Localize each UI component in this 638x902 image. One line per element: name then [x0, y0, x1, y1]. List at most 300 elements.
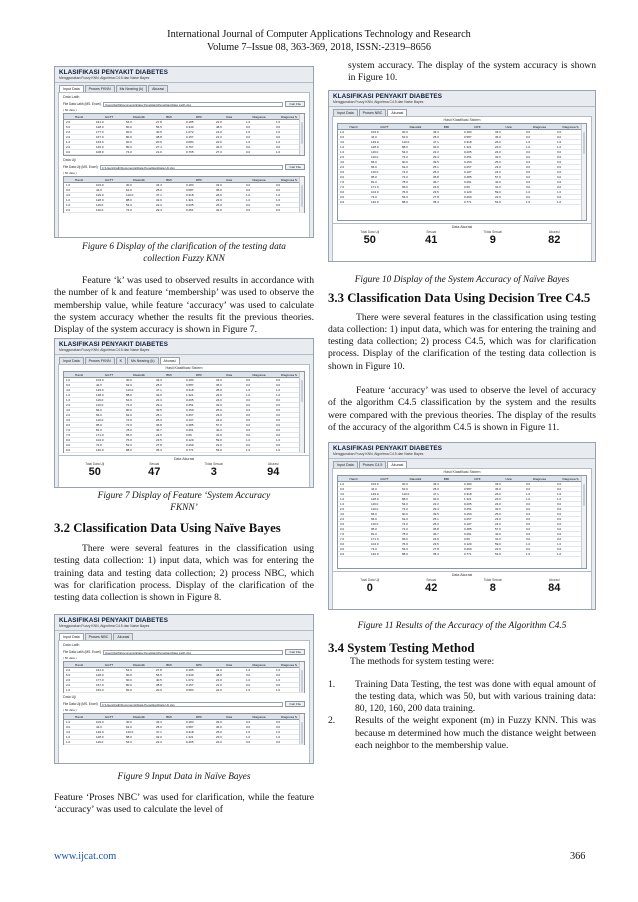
column-header[interactable]: Hamil — [75, 373, 83, 378]
table-cell: 0.0 — [276, 433, 281, 438]
column-header[interactable]: Diagnosa S — [281, 178, 297, 182]
table-cell: 0.0 — [526, 129, 531, 134]
table-cell: 167.0 — [96, 135, 104, 139]
scrollbar[interactable] — [299, 177, 304, 212]
table-row[interactable] — [338, 552, 586, 557]
table-cell: 0.0 — [276, 683, 281, 688]
table-cell: 22.0 — [216, 120, 222, 124]
table-cell: 1.0 — [276, 193, 281, 197]
table-cell: 0.0 — [526, 179, 531, 184]
data-count: ( 50 data ) — [63, 108, 77, 112]
latih-table[interactable] — [63, 113, 305, 156]
table-cell: 1.0 — [246, 198, 251, 202]
table-row[interactable] — [64, 448, 304, 453]
table-cell: 0.0 — [246, 203, 251, 207]
table-cell: 32.0 — [156, 393, 162, 398]
table-cell: 110.0 — [126, 193, 134, 197]
column-header[interactable]: GGTT — [104, 663, 114, 668]
table-row[interactable] — [64, 688, 304, 693]
table-cell: 129.0 — [96, 388, 104, 393]
column-header[interactable]: Hamil — [349, 477, 358, 482]
table-cell: 38.8 — [156, 683, 162, 688]
column-header[interactable]: Diastolik — [133, 715, 145, 720]
accuracy-stats — [333, 578, 591, 597]
column-header[interactable]: DPF — [474, 124, 481, 129]
table-cell: 1.0 — [276, 668, 281, 673]
list-text: Training Data Testing, the test was done with equal amount of the testing data, which was 50, but with various training data: 80, 120, 160, 200 data training. — [355, 678, 596, 715]
table-cell: 0.269 — [186, 443, 194, 448]
table-cell: 1.321 — [186, 198, 194, 202]
column-header[interactable]: Usia — [225, 663, 233, 668]
column-header[interactable]: Hamil — [75, 715, 83, 720]
figure-6-caption: Figure 6 Display of the clarification of the testing data collection Fuzzy KNN — [82, 242, 286, 264]
cari-file-button[interactable]: Cari File — [285, 164, 305, 170]
table-cell: 0.318 — [186, 388, 194, 393]
table-cell: 0.485 — [464, 174, 472, 179]
scroll-thumb[interactable] — [301, 670, 303, 692]
table-body — [64, 183, 304, 213]
table-cell: 1.0 — [276, 448, 281, 453]
table-cell: 22.3 — [156, 740, 162, 745]
data-count: ( 50 data ) — [63, 708, 77, 713]
tab-bar — [55, 83, 313, 92]
tab-input-data[interactable]: Input Data — [59, 633, 84, 640]
tab-proses-fknn[interactable]: Proses FKNN — [85, 357, 115, 364]
table-cell: 177.0 — [96, 678, 104, 683]
table-cell: 0.0 — [246, 673, 251, 678]
column-header[interactable]: Diagnosa S — [281, 115, 297, 119]
column-header[interactable]: Diagnosa — [252, 715, 266, 720]
table-cell: 0.0 — [526, 482, 531, 487]
table-cell: 0.0 — [246, 683, 251, 688]
table-cell: 62.0 — [126, 383, 132, 388]
table-cell: 88.0 — [402, 552, 408, 557]
table-cell: 4.0 — [340, 512, 345, 517]
table-cell: 119.0 — [96, 203, 104, 207]
column-header[interactable]: Diastolik — [409, 477, 422, 482]
latih-table[interactable] — [63, 661, 305, 693]
result-table[interactable] — [337, 475, 587, 569]
column-header[interactable]: Hamil — [75, 178, 83, 182]
tab-akurasi[interactable]: Akurasi — [160, 357, 180, 364]
table-cell: 26.3 — [433, 169, 439, 174]
column-header[interactable]: BMI — [166, 663, 172, 668]
column-header[interactable]: Diastolik — [133, 178, 145, 182]
stat-sesuai — [401, 230, 463, 246]
table-cell: 60.0 — [126, 688, 132, 693]
table-cell: 29.4 — [156, 208, 162, 212]
column-header[interactable]: BMI — [443, 124, 450, 129]
column-header[interactable]: Diastolik — [133, 663, 145, 668]
column-header[interactable]: GGTT — [380, 477, 389, 482]
column-header[interactable]: Hamil — [75, 663, 83, 668]
table-cell: 1.072 — [186, 678, 194, 683]
scrollbar[interactable] — [299, 114, 304, 155]
table-cell: 59.0 — [495, 542, 501, 547]
uji-table[interactable] — [63, 176, 305, 213]
table-cell: 0.0 — [66, 438, 71, 443]
column-header[interactable]: Diagnosa S — [562, 124, 579, 129]
table-cell: 0.159 — [464, 512, 472, 517]
tab-proses-nbc[interactable]: Proses NBC — [359, 109, 387, 116]
column-header[interactable]: GGTT — [380, 124, 389, 129]
table-cell: 56.5 — [156, 673, 162, 678]
column-header[interactable]: DPF — [195, 178, 203, 182]
table-cell: 104.0 — [371, 189, 379, 194]
table-cell: 59.0 — [216, 438, 222, 443]
table-cell: 0.205 — [186, 740, 194, 745]
tab-proses-nbc[interactable]: Proses NBC — [85, 633, 113, 640]
table-cell: 22.0 — [495, 547, 501, 552]
table-cell: 103.0 — [371, 129, 379, 134]
table-cell: 119.0 — [96, 398, 104, 403]
column-header[interactable]: Usia — [225, 715, 233, 720]
figure-10-caption: Figure 10 Display of the System Accuracy of Naïve Bayes — [354, 274, 570, 285]
table-cell: 0.251 — [464, 507, 472, 512]
table-cell: 32.0 — [433, 497, 439, 502]
stats-title: Data Akurasi — [333, 223, 591, 230]
table-cell: 0.0 — [66, 448, 71, 453]
tab-proses-c45[interactable]: Proses C4.5 — [359, 461, 387, 468]
table-cell: 29.4 — [156, 403, 162, 408]
table-cell: 62.0 — [126, 188, 132, 192]
table-cell: 110.0 — [126, 388, 134, 393]
tab-input-data[interactable]: Input Data — [333, 109, 358, 116]
table-cell: 54.0 — [402, 502, 408, 507]
column-header[interactable]: DPF — [195, 663, 203, 668]
table-cell: 110.0 — [126, 730, 134, 735]
table-cell: 0.485 — [186, 423, 194, 428]
column-header[interactable]: Usia — [505, 477, 512, 482]
table-cell: 66.0 — [96, 413, 102, 418]
tab-bar — [329, 459, 595, 468]
table-cell: 54.0 — [126, 398, 132, 403]
scroll-thumb[interactable] — [301, 722, 303, 744]
table-cell: 0.0 — [340, 189, 345, 194]
table-cell: 0.0 — [246, 725, 251, 730]
table-cell: 90.0 — [402, 512, 408, 517]
app-title: KLASIFIKASI PENYAKIT DIABETES — [59, 617, 169, 625]
stat-value: 50 — [88, 466, 101, 479]
column-header[interactable]: DPF — [474, 477, 481, 482]
tab-akurasi[interactable]: Akurasi — [387, 109, 407, 116]
stat-sesuai — [401, 578, 463, 594]
table-cell: 110.0 — [371, 507, 379, 512]
result-table[interactable] — [63, 371, 305, 453]
panel-title: Hasil Klasifikasi Sistem — [165, 366, 203, 371]
column-header[interactable]: GGTT — [104, 178, 114, 182]
stat-value: 47 — [148, 466, 161, 479]
table-cell: 1.0 — [526, 552, 531, 557]
table-cell: 0.0 — [246, 408, 251, 413]
table-cell: 0.0 — [557, 134, 562, 139]
table-cell: 25.0 — [433, 134, 439, 139]
table-cell: 88.0 — [126, 448, 132, 453]
table-cell: 1.0 — [526, 497, 531, 502]
table-cell: 167.0 — [96, 683, 104, 688]
table-cell: 1.0 — [246, 140, 251, 144]
scroll-thumb[interactable] — [301, 380, 303, 402]
table-cell: 43.3 — [433, 482, 439, 487]
tab-input-data[interactable]: Input Data — [333, 461, 358, 468]
table-cell: 0.0 — [557, 547, 562, 552]
table-cell: 1.0 — [276, 688, 281, 693]
table-cell: 128.0 — [96, 393, 104, 398]
column-header[interactable]: DPF — [195, 715, 203, 720]
table-cell: 0.0 — [246, 433, 251, 438]
table-cell: 1.0 — [276, 678, 281, 683]
table-cell: 0.771 — [186, 448, 194, 453]
table-cell: 22.0 — [216, 668, 222, 673]
column-header[interactable]: GGTT — [104, 373, 114, 378]
table-cell: 119.0 — [371, 502, 379, 507]
cari-file-button[interactable]: Cari File — [285, 701, 305, 707]
latih-path-input[interactable]: Users\Fath\Documents\Data Penelitian\Penelitian\Data Latih.xlsx — [103, 102, 284, 107]
scroll-thumb[interactable] — [301, 185, 303, 207]
table-row[interactable] — [64, 208, 304, 213]
column-header[interactable]: BMI — [166, 715, 172, 720]
table-cell: 72.0 — [126, 423, 132, 428]
column-header[interactable]: Diastolik — [409, 124, 422, 129]
scrollbar[interactable] — [299, 372, 304, 452]
scrollbar[interactable] — [581, 476, 586, 568]
table-cell: 0.0 — [246, 383, 251, 388]
table-cell: 30.0 — [126, 720, 132, 725]
column-header[interactable]: DPF — [195, 115, 203, 119]
table-row[interactable] — [64, 150, 304, 155]
table-cell: 26.0 — [216, 388, 222, 393]
data-uji-label: Data Uji — [63, 695, 76, 700]
table-cell: 47.1 — [156, 730, 162, 735]
page-number: 366 — [570, 851, 586, 862]
table-cell: 36.8 — [433, 174, 439, 179]
table-cell: 33.0 — [216, 183, 222, 187]
table-cell: 129.0 — [371, 139, 379, 144]
list-number: 2. — [328, 715, 336, 727]
scroll-thumb[interactable] — [583, 484, 585, 506]
table-cell: 81.0 — [371, 179, 377, 184]
table-cell: 0.157 — [186, 135, 194, 139]
table-cell: 0.318 — [464, 492, 472, 497]
column-header[interactable]: Diagnosa S — [281, 715, 297, 720]
table-cell: 0.0 — [526, 154, 531, 159]
column-header[interactable]: Diagnosa S — [281, 373, 297, 378]
stats-title: Data Akurasi — [59, 455, 309, 462]
column-header[interactable]: Hamil — [349, 124, 358, 129]
stat-label: Akurasi — [548, 578, 560, 583]
uji-path-input[interactable]: C:\Users\Fath\Documents\Data Penelitian\Data Uji.xlsx — [100, 165, 284, 170]
table-cell: 0.0 — [557, 517, 562, 522]
table-cell: 103.0 — [96, 183, 104, 187]
scroll-thumb[interactable] — [583, 132, 585, 154]
table-cell: 1.0 — [246, 668, 251, 673]
table-cell: 1.0 — [526, 542, 531, 547]
column-header[interactable]: Diastolik — [133, 373, 145, 378]
column-header[interactable]: Diagnosa — [532, 477, 547, 482]
table-cell: 0.0 — [276, 145, 281, 149]
tab-bar — [55, 631, 313, 640]
table-cell: 0.0 — [246, 208, 251, 212]
table-cell: 1.0 — [526, 199, 531, 204]
column-header[interactable]: Diagnosa — [252, 663, 266, 668]
column-header[interactable]: DPF — [195, 373, 203, 378]
table-cell: 47.1 — [156, 388, 162, 393]
uji-path-input[interactable]: C:\Users\Fath\Documents\Data Penelitian\Data Uji.xlsx — [100, 702, 284, 707]
table-cell: 74.0 — [126, 403, 132, 408]
table-row[interactable] — [338, 200, 586, 205]
table-cell: 1.0 — [246, 438, 251, 443]
column-header[interactable]: Diagnosa S — [281, 663, 297, 668]
table-cell: 0.0 — [557, 527, 562, 532]
table-cell: 84.0 — [371, 512, 377, 517]
tab-akurasi[interactable]: Akurasi — [387, 461, 407, 468]
column-header[interactable]: Diagnosa — [252, 178, 266, 182]
table-cell: 0.0 — [557, 194, 562, 199]
table-cell: 27.8 — [156, 120, 162, 124]
table-cell: 60.0 — [126, 678, 132, 683]
stat-total — [65, 462, 125, 478]
column-header[interactable]: GGTT — [104, 115, 114, 119]
tab-bar — [55, 355, 313, 364]
table-cell: 42.0 — [495, 532, 501, 537]
table-cell: 21.0 — [216, 130, 222, 134]
column-header[interactable]: Usia — [505, 124, 512, 129]
scrollbar[interactable] — [299, 662, 304, 692]
tab-k[interactable]: K — [116, 357, 126, 364]
table-cell: 0.0 — [526, 169, 531, 174]
scroll-thumb[interactable] — [301, 122, 303, 144]
table-cell: 36.8 — [156, 423, 162, 428]
column-header[interactable]: BMI — [166, 373, 172, 378]
cari-file-button[interactable]: Cari File — [285, 101, 305, 107]
column-header[interactable]: Usia — [225, 178, 233, 182]
table-cell: 0.185 — [186, 120, 194, 124]
column-header[interactable]: Usia — [225, 115, 233, 119]
stat-label: Sesuai — [426, 229, 437, 234]
column-header[interactable]: BMI — [443, 477, 450, 482]
stat-label: Total Data Uji — [85, 462, 105, 467]
table-cell: 0.0 — [66, 423, 71, 428]
table-cell: 25.0 — [433, 487, 439, 492]
journal-url-link[interactable]: www.ijcat.com — [54, 851, 117, 862]
table-cell: 4.0 — [340, 159, 345, 164]
table-cell: 76.0 — [402, 542, 408, 547]
table-cell: 0.0 — [276, 203, 281, 207]
column-header[interactable]: Diagnosa — [532, 124, 547, 129]
tab-akurasi[interactable]: Akurasi — [148, 85, 168, 92]
result-panel — [332, 116, 592, 262]
table-cell: 0.0 — [526, 547, 531, 552]
table-cell: 171.0 — [96, 433, 104, 438]
accuracy-stats — [333, 230, 591, 249]
table-cell: 39.5 — [433, 159, 439, 164]
table-cell: 29.4 — [433, 154, 439, 159]
table-cell: 24.0 — [216, 398, 222, 403]
table-cell: 163.0 — [96, 688, 104, 693]
scrollbar[interactable] — [299, 714, 304, 744]
table-cell: 110.0 — [96, 403, 104, 408]
app-subtitle: Menggunakan Fuzzy KNN, Algoritma C4.5 dan Naive Bayes — [329, 100, 595, 107]
table-cell: 80.0 — [126, 683, 132, 688]
table-cell: 95.0 — [371, 527, 377, 532]
tab-input-data[interactable]: Input Data — [59, 357, 84, 364]
column-header[interactable]: Diagnosa S — [562, 477, 579, 482]
column-header[interactable]: Usia — [225, 373, 233, 378]
table-cell: 62.0 — [402, 517, 408, 522]
table-cell: 0.318 — [186, 730, 194, 735]
column-header[interactable]: Diagnosa — [252, 373, 266, 378]
table-cell: 1.0 — [557, 542, 562, 547]
table-cell: 0.0 — [276, 720, 281, 725]
figure-9-caption: Figure 9 Input Data in Naïve Bayes — [117, 772, 251, 783]
table-cell: 0.66 — [186, 433, 192, 438]
table-row[interactable] — [64, 740, 304, 745]
table-cell: 0.0 — [557, 502, 562, 507]
table-cell: 22.3 — [156, 203, 162, 207]
table-cell: 48.0 — [216, 673, 222, 678]
table-cell: 81.0 — [96, 428, 102, 433]
tab-ms-nearing[interactable]: Ms Nearing (k) — [127, 357, 159, 364]
table-cell: 0.0 — [557, 179, 562, 184]
result-panel — [332, 468, 592, 610]
table-cell: 0.587 — [464, 487, 472, 492]
table-cell: 72.0 — [402, 174, 408, 179]
table-cell: 1.0 — [276, 735, 281, 740]
table-cell: 0.261 — [186, 428, 194, 433]
column-header[interactable]: GGTT — [104, 715, 114, 720]
latih-path-input[interactable]: Users\Fath\Documents\Data Penelitian\Penelitian\Data Latih.xlsx — [103, 650, 284, 655]
table-cell: 1.0 — [66, 720, 71, 725]
table-cell: 74.0 — [402, 169, 408, 174]
table-cell: 0.0 — [340, 542, 345, 547]
table-cell: 1.0 — [557, 144, 562, 149]
column-header[interactable]: Hamil — [75, 115, 83, 119]
section-3-4-heading: 3.4 System Testing Method — [328, 640, 475, 655]
result-table[interactable] — [337, 123, 587, 221]
table-cell: 0.0 — [557, 169, 562, 174]
column-header[interactable]: Diagnosa — [252, 115, 266, 119]
tab-proses-fknn[interactable]: Proses FKNN — [85, 85, 115, 92]
table-cell: 36.0 — [495, 134, 501, 139]
tab-input-data[interactable]: Input Data — [59, 85, 84, 92]
table-cell: 1.0 — [246, 735, 251, 740]
table-cell: 163.0 — [96, 140, 104, 144]
table-cell: 0.0 — [246, 150, 251, 154]
table-cell: 108.0 — [96, 150, 104, 154]
table-cell: 90.0 — [402, 159, 408, 164]
column-header[interactable]: BMI — [166, 178, 172, 182]
cari-file-button[interactable]: Cari File — [285, 649, 305, 655]
table-cell: 56.5 — [156, 125, 162, 129]
column-header[interactable]: BMI — [166, 115, 172, 119]
table-cell: 1.0 — [66, 740, 71, 745]
stat-tidak-sesuai — [462, 230, 524, 246]
table-cell: 74.0 — [126, 208, 132, 212]
table-cell: 27.4 — [156, 145, 162, 149]
table-cell: 25.0 — [216, 408, 222, 413]
table-cell: 25.1 — [156, 413, 162, 418]
uji-table[interactable] — [63, 713, 305, 745]
tab-ms-nearing[interactable]: Ms Nearing (k) — [116, 85, 148, 92]
table-cell: 74.0 — [96, 443, 102, 448]
table-cell: 0.257 — [464, 517, 472, 522]
table-cell: 25.1 — [433, 517, 439, 522]
table-cell: 1.0 — [340, 144, 345, 149]
tab-akurasi[interactable]: Akurasi — [113, 633, 133, 640]
column-header[interactable]: Diastolik — [133, 115, 145, 119]
scrollbar[interactable] — [581, 124, 586, 220]
list-item — [328, 715, 596, 752]
